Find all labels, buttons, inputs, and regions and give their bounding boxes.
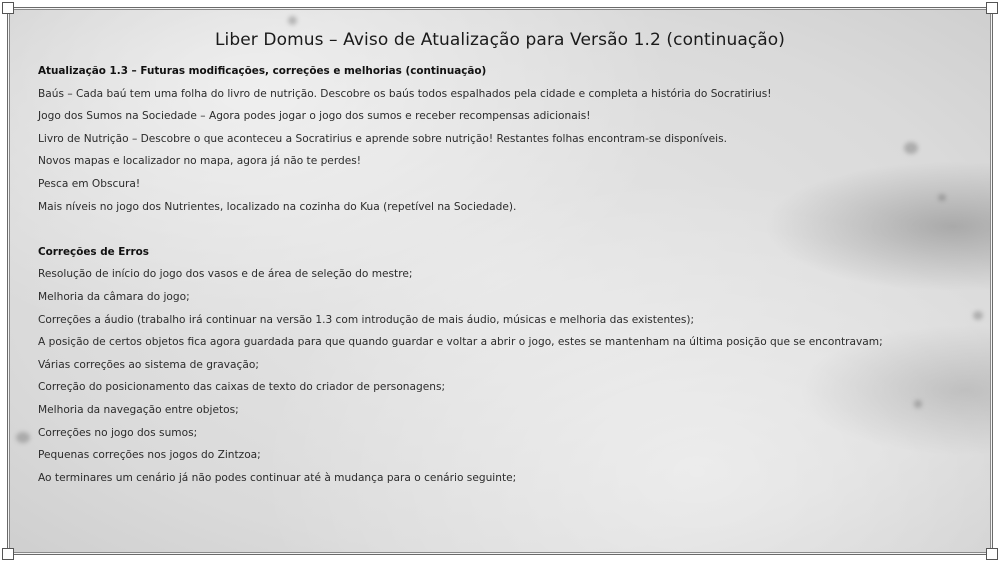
list-item: Várias correções ao sistema de gravação;	[38, 358, 259, 371]
section-heading-updates: Atualização 1.3 – Futuras modificações, correções e melhorias (continuação)	[38, 65, 487, 77]
paper-stain	[16, 432, 30, 443]
page-title: Liber Domus – Aviso de Atualização para Versão 1.2 (continuação)	[214, 30, 786, 50]
update-notes	[38, 60, 978, 489]
list-item: Pesca em Obscura!	[38, 177, 141, 190]
section-spacer	[38, 218, 978, 241]
list-item: Correções a áudio (trabalho irá continuar na versão 1.3 com introdução de mais áudio, músicas e melhoria das existentes);	[38, 313, 695, 326]
list-item: Ao terminares um cenário já não podes continuar até à mudança para o cenário seguinte;	[38, 471, 517, 484]
section-heading-bugfixes: Correções de Erros	[38, 245, 149, 258]
frame-corner-ornament	[986, 548, 998, 560]
list-item: Correção do posicionamento das caixas de texto do criador de personagens;	[38, 381, 446, 394]
list-item: Livro de Nutrição – Descobre o que aconteceu a Socratirius e aprende sobre nutrição! Restantes folhas encontram-se disponíveis.	[38, 132, 728, 145]
list-item: Baús – Cada baú tem uma folha do livro de nutrição. Descobre os baús todos espalhados pela cidade e completa a história do Socratirius!	[38, 87, 772, 100]
list-item: Correções no jogo dos sumos;	[38, 426, 198, 439]
frame-corner-ornament	[986, 2, 998, 14]
frame-corner-ornament	[2, 548, 14, 560]
list-item: Mais níveis no jogo dos Nutrientes, localizado na cozinha do Kua (repetível na Sociedade).	[38, 200, 517, 213]
list-item: Melhoria da navegação entre objetos;	[38, 403, 239, 416]
list-item: A posição de certos objetos fica agora guardada para que quando guardar e voltar a abrir o jogo, estes se mantenham na última posição que se encontravam;	[38, 336, 883, 349]
list-item: Jogo dos Sumos na Sociedade – Agora podes jogar o jogo dos sumos e receber recompensas adicionais!	[38, 110, 591, 123]
list-item: Novos mapas e localizador no mapa, agora já não te perdes!	[38, 155, 362, 168]
list-item: Melhoria da câmara do jogo;	[38, 290, 190, 303]
frame-corner-ornament	[2, 2, 14, 14]
list-item: Resolução de início do jogo dos vasos e de área de seleção do mestre;	[38, 268, 413, 281]
parchment-panel	[7, 7, 993, 555]
paper-stain	[288, 16, 297, 25]
list-item: Pequenas correções nos jogos do Zintzoa;	[38, 449, 261, 462]
